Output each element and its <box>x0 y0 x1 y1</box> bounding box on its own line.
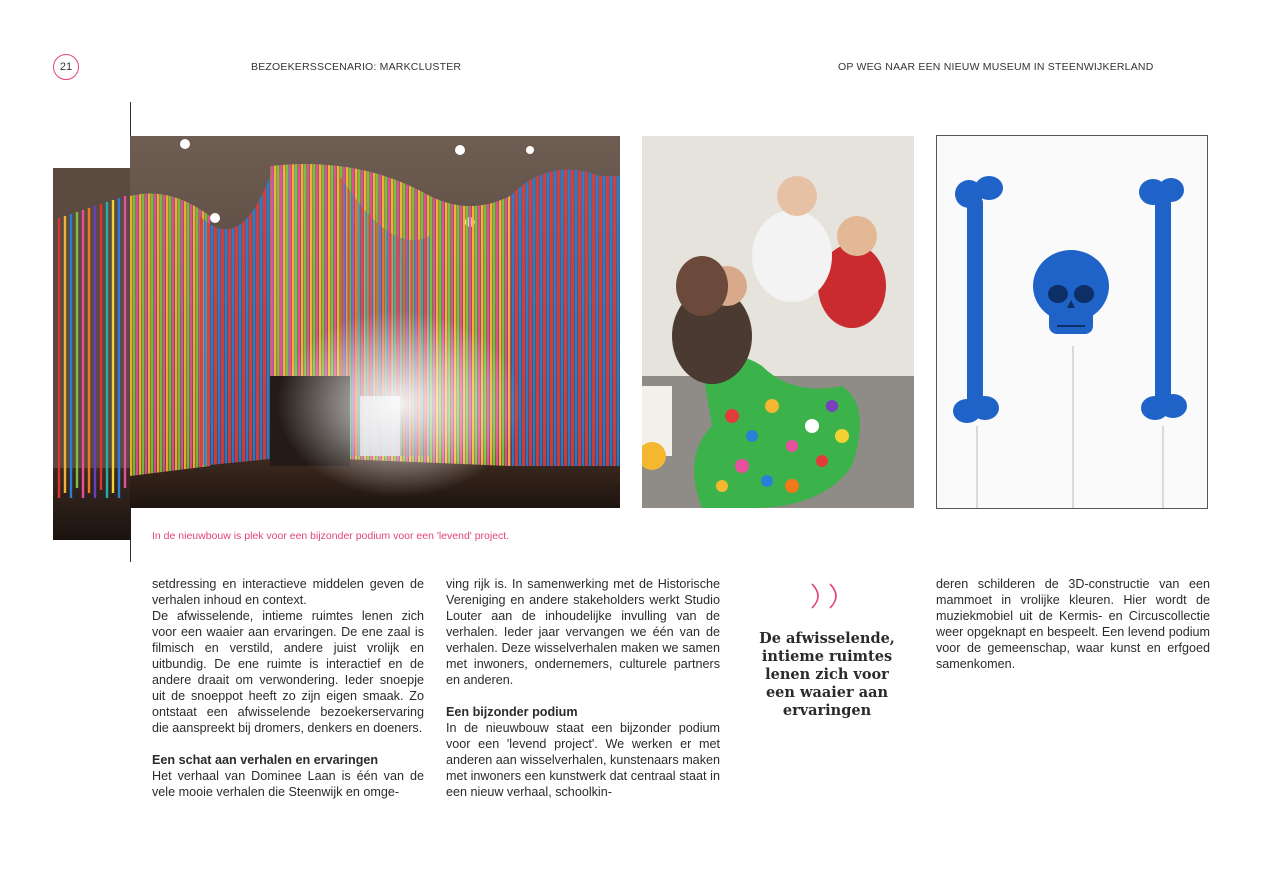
section-title-left: BEZOEKERSSCENARIO: MARKCLUSTER <box>251 61 462 73</box>
paragraph: De afwisselende, intieme ruimtes lenen zich voor een waaier aan ervaringen. De ene zaal is filmisch en verstild, andere juist vrolijk en uitbundig. De ene ruimte is interactief en de andere draait om verwondering. Ieder snoepje uit de snoeppot heeft zo zijn eigen smaak. Zo ontstaat een afwisselende bezoekerservaring die aanspreekt bij dromers, denkers en doeners. <box>152 609 424 735</box>
text-column-2 <box>446 576 720 800</box>
section-title-right: OP WEG NAAR EEN NIEUW MUSEUM IN STEENWIJKERLAND <box>838 61 1154 73</box>
workshop-photo <box>642 136 914 508</box>
paragraph: In de nieuwbouw staat een bijzonder podium voor een 'levend project'. We werken er met anderen aan wisselverhalen, kunstenaars maken met inwoners een kunstwerk dat centraal staat in een nieuw verhaal, schoolkin- <box>446 721 720 799</box>
quote-mark-icon <box>806 580 850 612</box>
installation-photo <box>130 136 620 508</box>
text-column-4 <box>936 576 1210 672</box>
section-heading: Een bijzonder podium <box>446 705 578 719</box>
text-column-1 <box>152 576 424 800</box>
paragraph: ving rijk is. In samenwerking met de Historische Vereniging en andere stakeholders werkt Studio Louter aan de inhoudelijke invulling van de verhalen. Ieder jaar vervangen we één van de verhalen. Deze wisselverhalen maken we samen met inwoners, ondernemers, culturele partners en anderen. <box>446 577 720 687</box>
pull-quote: De afwisselende, intieme ruimtes lenen zich voor een waaier aan ervaringen <box>759 630 895 719</box>
photo-caption: In de nieuwbouw is plek voor een bijzonder podium voor een 'levend' project. <box>152 530 510 542</box>
paragraph: deren schilderen de 3D-constructie van een mammoet in vrolijke kleuren. Hier wordt de muziekmobiel uit de Kermis- en Circuscollectie weer opgeknapt en bespeelt. Een levend podium voor de gemeenschap, waar kunst en erfgoed samenkomen. <box>936 577 1210 671</box>
installation-photo-offset <box>53 168 131 540</box>
page-number: 21 <box>53 54 79 80</box>
section-heading: Een schat aan verhalen en ervaringen <box>152 753 379 767</box>
paragraph: setdressing en interactieve middelen geven de verhalen inhoud en context. <box>152 577 424 607</box>
blue-bones-photo <box>936 135 1208 509</box>
paragraph: Het verhaal van Dominee Laan is één van de vele mooie verhalen die Steenwijk en omge- <box>152 769 424 799</box>
